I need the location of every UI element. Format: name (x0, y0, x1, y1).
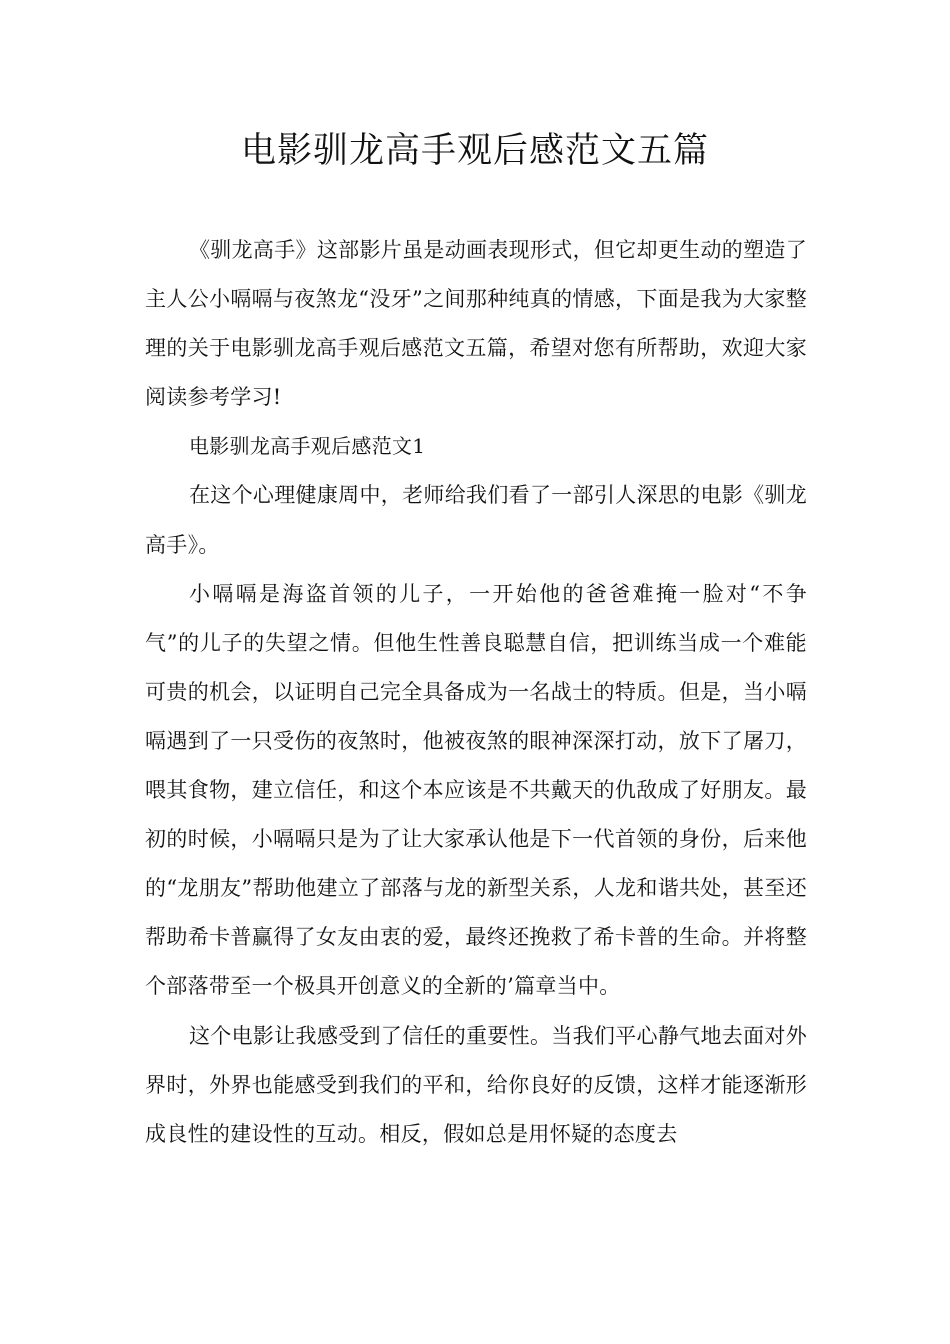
section-heading: 电影驯龙高手观后感范文1 (189, 434, 426, 459)
document-title: 电影驯龙高手观后感范文五篇 (240, 131, 709, 171)
body-paragraph: 小嗝嗝是海盗首领的儿子，一开始他的爸爸难掩一脸对“不争气”的儿子的失望之情。但他生性善良聪慧自信，把训练当成一个难能可贵的机会，以证明自己完全具备成为一名战士的特质。但是，当小嗝嗝遇到了一只受伤的夜煞时，他被夜煞的眼神深深打动，放下了屠刀，喂其食物，建立信任，和这个本应该是不共戴天的仇敌成了好朋友。最初的时候，小嗝嗝只是为了让大家承认他是下一代首领的身份，后来他的“龙朋友”帮助他建立了部落与龙的新型关系，人龙和谐共处，甚至还帮助希卡普赢得了女友由衷的爱，最终还挽救了希卡普的生命。并将整个部落带至一个极具开创意义的全新的’篇章当中。 (145, 581, 807, 999)
document-body (145, 226, 807, 1159)
body-paragraph: 这个电影让我感受到了信任的重要性。当我们平心静气地去面对外界时，外界也能感受到我们的平和，给你良好的反馈，这样才能逐渐形成良性的建设性的互动。相反，假如总是用怀疑的态度去 (145, 1023, 807, 1146)
intro-paragraph: 《驯龙高手》这部影片虽是动画表现形式，但它却更生动的塑造了主人公小嗝嗝与夜煞龙“没牙”之间那种纯真的情感，下面是我为大家整理的关于电影驯龙高手观后感范文五篇，希望对您有所帮助，欢迎大家阅读参考学习! (145, 238, 807, 410)
body-paragraph: 在这个心理健康周中，老师给我们看了一部引人深思的电影《驯龙高手》。 (145, 483, 807, 557)
